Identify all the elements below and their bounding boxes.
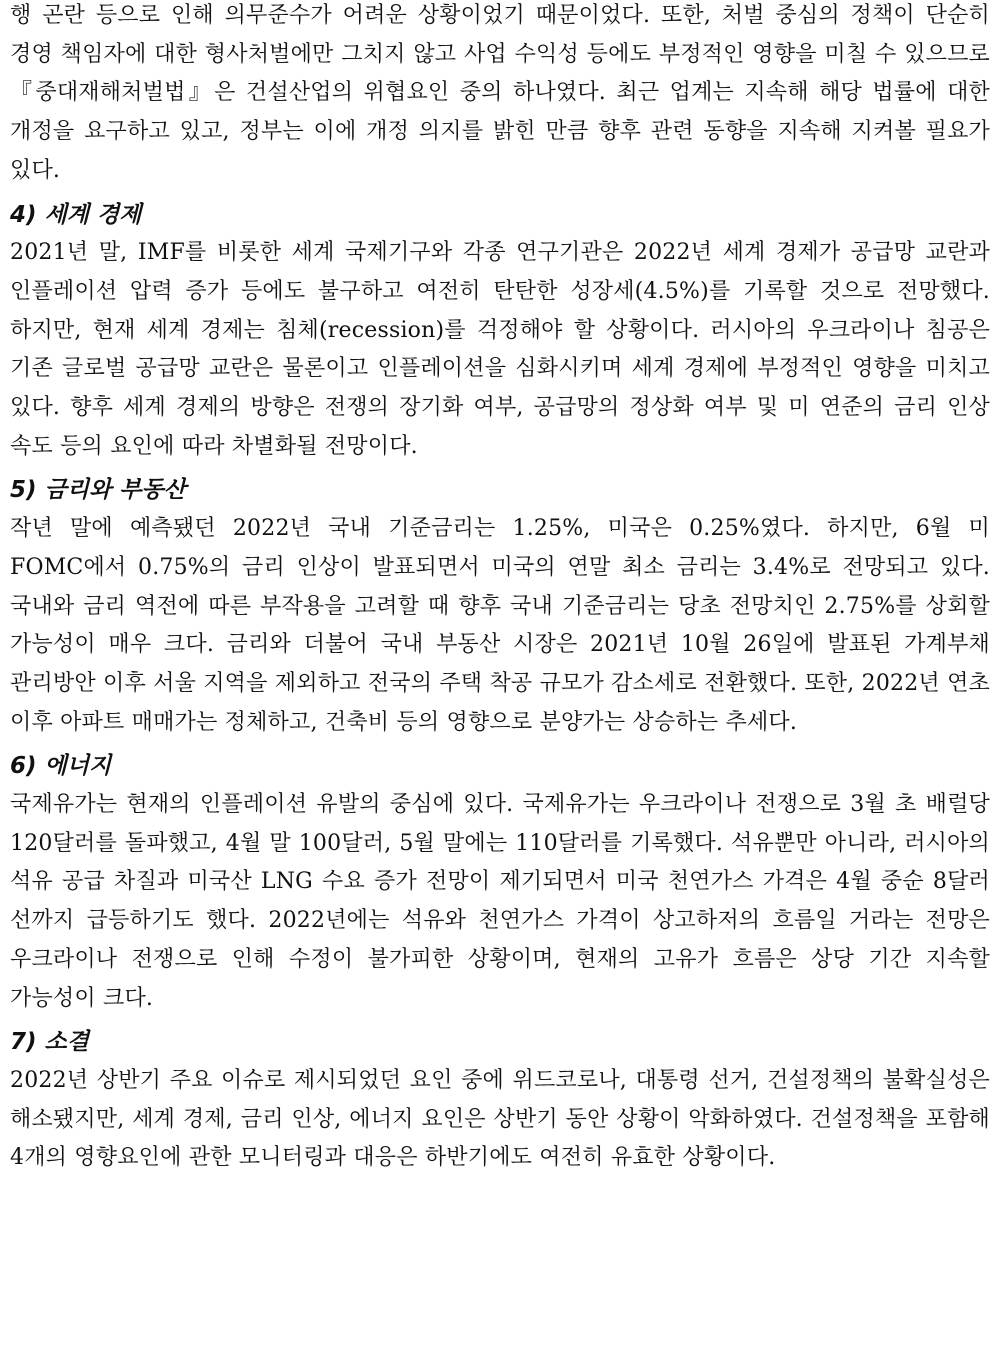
section-body-summary: 2022년 상반기 주요 이슈로 제시되었던 요인 중에 위드코로나, 대통령 선거, 건설정책의 불확실성은 해소됐지만, 세계 경제, 금리 인상, 에너지 요인은 상반기 동안 상황이 악화하였다. 건설정책을 포함해 4개의 영향요인에 관한 모니터링과 대응은 하반기에도 여전히 유효한 상황이다. [10,1067,990,1171]
section-world-economy [10,193,990,467]
section-heading-interest-real-estate: 5) 금리와 부동산 [10,477,186,504]
section-summary [10,1020,990,1178]
section-body-world-economy: 2021년 말, IMF를 비롯한 세계 국제기구와 각종 연구기관은 2022년 세계 경제가 공급망 교란과 인플레이션 압력 증가 등에도 불구하고 여전히 탄탄한 성장세(4.5%)를 기록할 것으로 전망했다. 하지만, 현재 세계 경제는 침체(recession)를 걱정해야 할 상황이다. 러시아의 우크라이나 침공은 기존 글로벌 공급망 교란은 물론이고 인플레이션을 심화시키며 세계 경제에 부정적인 영향을 미치고 있다. 향후 세계 경제의 방향은 전쟁의 장기화 여부, 공급망의 정상화 여부 및 미 연준의 금리 인상 속도 등의 요인에 따라 차별화될 전망이다. [10,240,990,459]
section-body-interest-real-estate: 작년 말에 예측됐던 2022년 국내 기준금리는 1.25%, 미국은 0.25%였다. 하지만, 6월 미 FOMC에서 0.75%의 금리 인상이 발표되면서 미국의 연말 최소 금리는 3.4%로 전망되고 있다. 국내와 금리 역전에 따른 부작용을 고려할 때 향후 국내 기준금리는 당초 전망치인 2.75%를 상회할 가능성이 매우 크다. 금리와 더불어 국내 부동산 시장은 2021년 10월 26일에 발표된 가계부채 관리방안 이후 서울 지역을 제외하고 전국의 주택 착공 규모가 감소세로 전환했다. 또한, 2022년 연초 이후 아파트 매매가는 정체하고, 건축비 등의 영향으로 분양가는 상승하는 추세다. [10,516,990,735]
section-heading-summary: 7) 소결 [10,1029,89,1056]
section-energy [10,744,990,1018]
section-interest-real-estate [10,468,990,742]
section-body-energy: 국제유가는 현재의 인플레이션 유발의 중심에 있다. 국제유가는 우크라이나 전쟁으로 3월 초 배럴당 120달러를 돌파했고, 4월 말 100달러, 5월 말에는 110달러를 기록했다. 석유뿐만 아니라, 러시아의 석유 공급 차질과 미국산 LNG 수요 증가 전망이 제기되면서 미국 천연가스 가격은 4월 중순 8달러 선까지 급등하기도 했다. 2022년에는 석유와 천연가스 가격이 상고하저의 흐름일 거라는 전망은 우크라이나 전쟁으로 인해 수정이 불가피한 상황이며, 현재의 고유가 흐름은 상당 기간 지속할 가능성이 크다. [10,792,990,1011]
section-heading-energy: 6) 에너지 [10,753,112,780]
section-heading-world-economy: 4) 세계 경제 [10,201,142,228]
intro-paragraph: 행 곤란 등으로 인해 의무준수가 어려운 상황이었기 때문이었다. 또한, 처벌 중심의 정책이 단순히 경영 책임자에 대한 형사처벌에만 그치지 않고 사업 수익성 등에도 부정적인 영향을 미칠 수 있으므로 『중대재해처벌법』은 건설산업의 위협요인 중의 하나였다. 최근 업계는 지속해 해당 법률에 대한 개정을 요구하고 있고, 정부는 이에 개정 의지를 밝힌 만큼 향후 관련 동향을 지속해 지켜볼 필요가 있다. [10,3,990,183]
